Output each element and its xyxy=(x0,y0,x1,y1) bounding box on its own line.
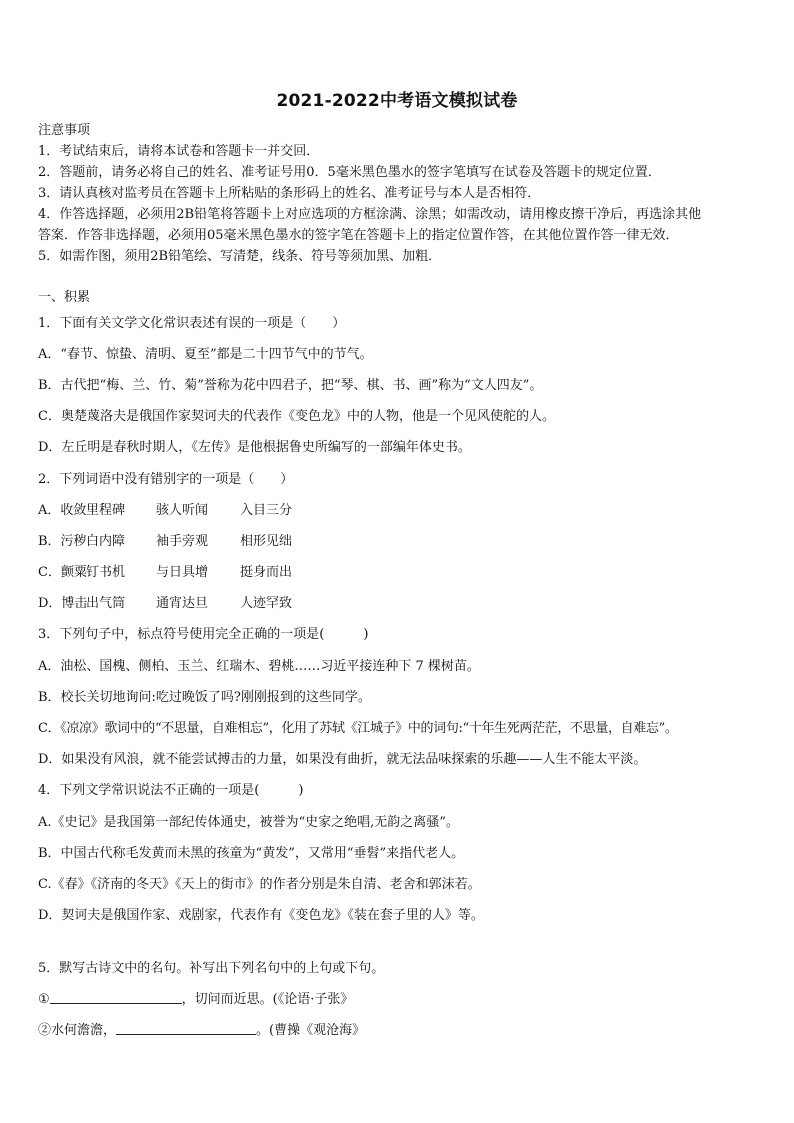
note-item: 答案．作答非选择题，必须用05毫米黑色墨水的签字笔在答题卡上的指定位置作答，在其他位置作答一律无效． xyxy=(38,228,679,243)
option-label: C．颤粟 xyxy=(38,565,87,580)
note-item: 3．请认真核对监考员在答题卡上所粘贴的条形码上的姓名、准考证号与本人是否相符． xyxy=(38,186,541,201)
question-1-option-c: C．奥楚蔑洛夫是俄国作家契诃夫的代表作《变色龙》中的人物，他是一个见风使舵的人。 xyxy=(38,409,555,424)
option-word: 白内障 xyxy=(86,534,126,549)
question-2-option-b xyxy=(38,530,768,549)
question-4-option-c: C.《春》《济南的冬天》《天上的街市》的作者分别是朱自清、老舍和郭沫若。 xyxy=(38,877,481,892)
answer-blank[interactable] xyxy=(116,1022,256,1035)
option-word: 与日具增 xyxy=(156,565,209,580)
note-item: 2．答题前，请务必将自己的姓名、准考证号用0．5毫米黑色墨水的签字笔填写在试卷及答题卡的规定位置． xyxy=(38,165,661,180)
question-5-item-2 xyxy=(38,1019,768,1038)
item-prefix: ① xyxy=(38,992,50,1007)
note-item: 5．如需作图，须用2B铅笔绘、写清楚，线条、符号等须加黑、加粗． xyxy=(38,249,442,264)
option-word: 钉书机 xyxy=(86,565,126,580)
option-word: 出气筒 xyxy=(86,596,126,611)
question-3-option-c: C．《凉凉》歌词中的“不思量，自难相忘”，化用了苏轼《江城子》中的词句:“十年生死两茫茫，不思量，自难忘”。 xyxy=(38,721,678,736)
question-5-item-1 xyxy=(38,988,768,1007)
question-4-option-b: B．中国古代称毛发黄而未黑的孩童为“黄发”，又常用“垂髫”来指代老人。 xyxy=(38,846,465,861)
option-word: 入目三分 xyxy=(240,503,293,518)
question-3-stem: 3．下列句子中，标点符号使用完全正确的一项是( ) xyxy=(38,627,369,642)
question-1-option-a: A．“春节、惊蛰、清明、夏至”都是二十四节气中的节气。 xyxy=(38,347,373,362)
option-word: 人迹罕致 xyxy=(240,596,293,611)
question-2-option-a xyxy=(38,499,768,518)
question-3-option-d: D．如果没有风浪，就不能尝试搏击的力量，如果没有曲折，就无法品味探索的乐趣——人生不能太平淡。 xyxy=(38,752,647,767)
question-4-stem: 4．下列文学常识说法不正确的一项是( ) xyxy=(38,783,304,798)
question-1-option-b: B．古代把“梅、兰、竹、菊”誉称为花中四君子，把“琴、棋、书、画”称为“文人四友”。 xyxy=(38,378,543,393)
page-title: 2021-2022中考语文模拟试卷 xyxy=(276,91,518,111)
question-3-option-a: A．油松、国槐、侧柏、玉兰、红瑞木、碧桃……习近平接连种下 7 棵树苗。 xyxy=(38,659,480,674)
answer-blank[interactable] xyxy=(50,991,182,1004)
option-word: 骇人听闻 xyxy=(156,503,209,518)
note-item: 4．作答选择题，必须用2B铅笔将答题卡上对应选项的方框涂满、涂黑；如需改动，请用橡皮擦干净后，再选涂其他 xyxy=(38,207,702,222)
notes-heading: 注意事项 xyxy=(38,123,91,138)
option-word: 相形见绌 xyxy=(240,534,293,549)
option-word: 通宵达旦 xyxy=(156,596,209,611)
question-2-option-d xyxy=(38,592,768,611)
option-word: 里程碑 xyxy=(86,503,126,518)
question-4-option-d: D．契诃夫是俄国作家、戏剧家，代表作有《变色龙》《装在套子里的人》等。 xyxy=(38,908,484,923)
option-label: D．博击 xyxy=(38,596,88,611)
section-heading: 一、积累 xyxy=(38,290,91,305)
option-label: A．收敛 xyxy=(38,503,87,518)
question-4-option-a: A.《史记》是我国第一部纪传体通史，被誉为“史家之绝唱,无韵之离骚”。 xyxy=(38,815,459,830)
question-3-option-b: B．校长关切地询问:吃过晚饭了吗?刚刚报到的这些同学。 xyxy=(38,690,371,705)
option-label: B．污秽 xyxy=(38,534,87,549)
question-1-stem: 1．下面有关文学文化常识表述有误的一项是（ ） xyxy=(38,316,346,331)
note-item: 1．考试结束后，请将本试卷和答题卡一并交回． xyxy=(38,144,320,159)
item-suffix: 。(曹操《观沧海》 xyxy=(256,1023,366,1038)
item-prefix: ②水何澹澹， xyxy=(38,1023,117,1038)
option-word: 袖手旁观 xyxy=(156,534,209,549)
question-5-stem: 5．默写古诗文中的名句。补写出下列名句中的上句或下句。 xyxy=(38,961,385,976)
question-2-stem: 2．下列词语中没有错别字的一项是（ ） xyxy=(38,472,294,487)
question-1-option-d: D．左丘明是春秋时期人，《左传》是他根据鲁史所编写的一部编年体史书。 xyxy=(38,440,471,455)
option-word: 挺身而出 xyxy=(240,565,293,580)
item-suffix: ，切问而近思。(《论语·子张》 xyxy=(181,992,354,1007)
question-2-option-c xyxy=(38,561,768,580)
